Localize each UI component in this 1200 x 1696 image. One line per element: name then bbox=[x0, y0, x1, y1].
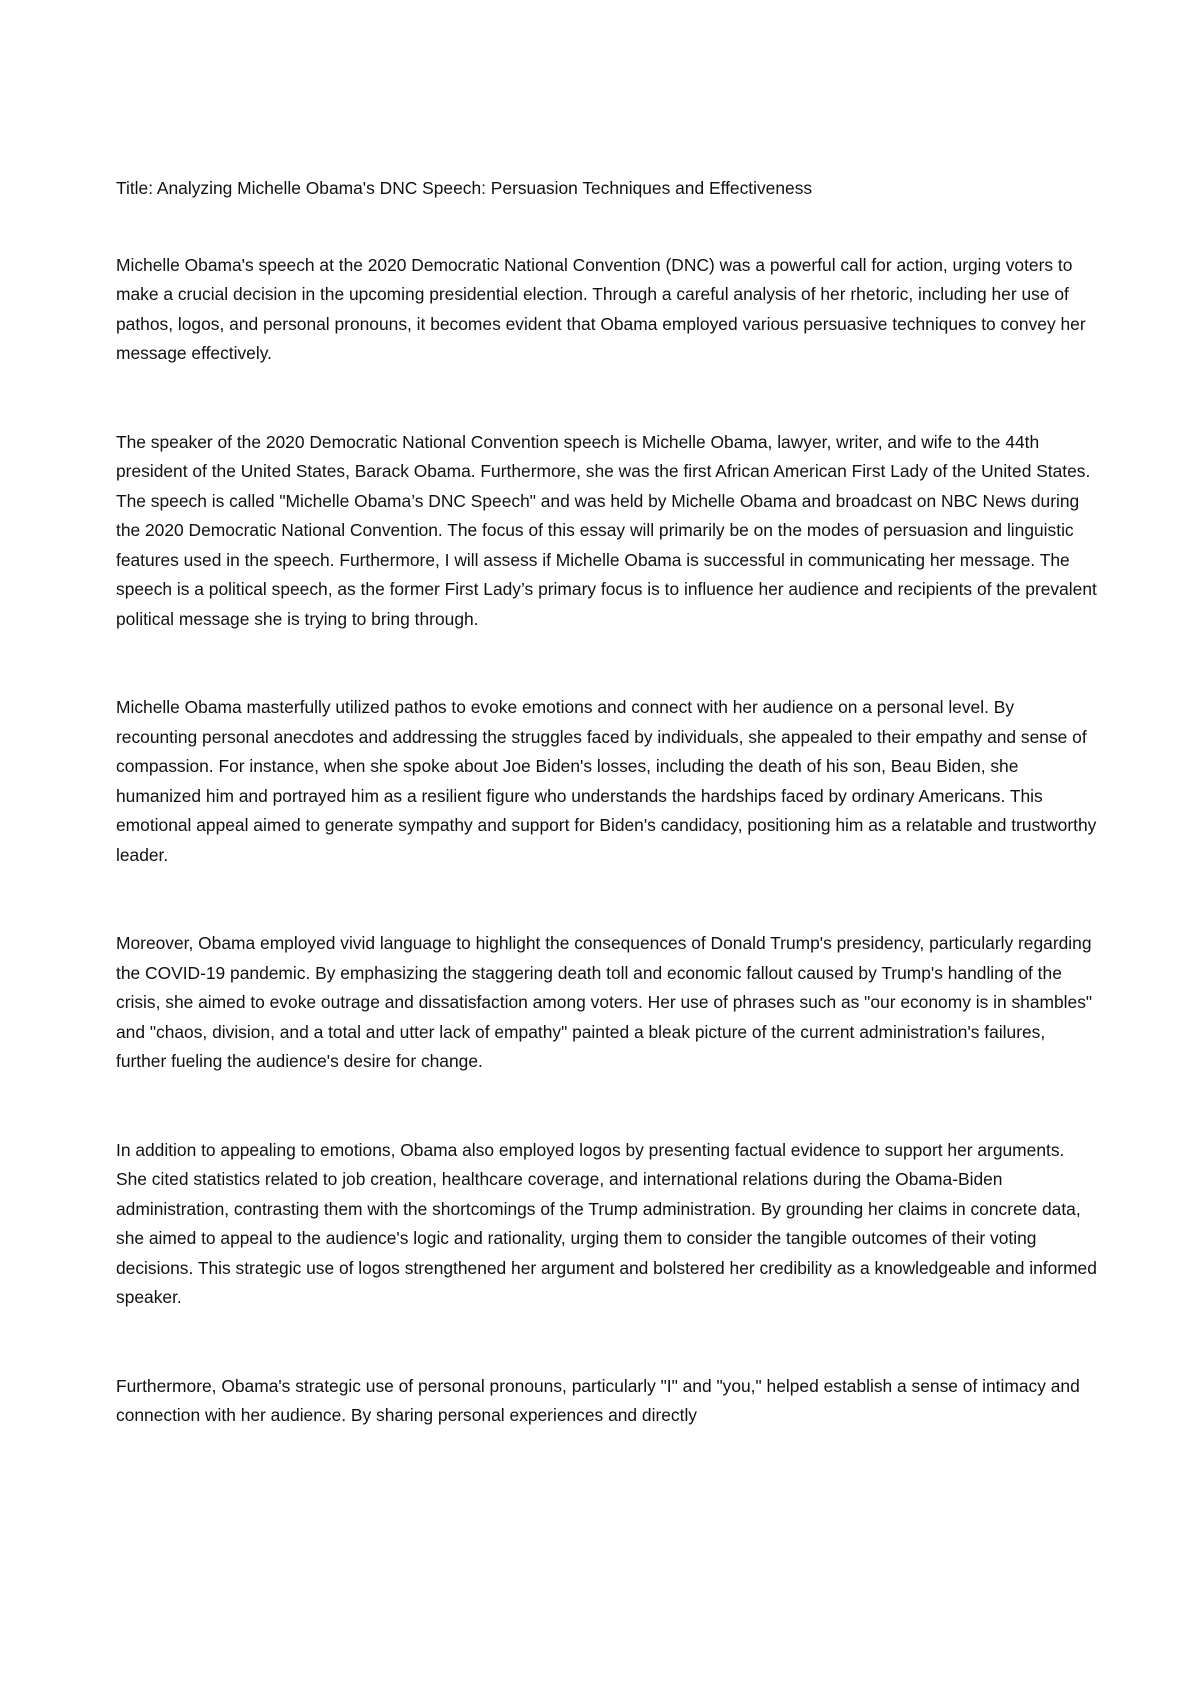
document-body bbox=[116, 174, 1100, 1431]
paragraph-logos: In addition to appealing to emotions, Obama also employed logos by presenting factual evidence to support her arguments. She cited statistics related to job creation, healthcare coverage, and international relations during the Obama-Biden administration, contrasting them with the shortcomings of the Trump administration. By grounding her claims in concrete data, she aimed to appeal to the audience's logic and rationality, urging them to consider the tangible outcomes of their voting decisions. This strategic use of logos strengthened her argument and bolstered her credibility as a knowledgeable and informed speaker. bbox=[116, 1139, 1097, 1307]
paragraph-pronouns: Furthermore, Obama's strategic use of personal pronouns, particularly "I" and "you," helped establish a sense of intimacy and connection with her audience. By sharing personal experiences and directly bbox=[116, 1375, 1080, 1425]
paragraph-speaker: The speaker of the 2020 Democratic National Convention speech is Michelle Obama, lawyer, writer, and wife to the 44th president of the United States, Barack Obama. Furthermore, she was the first African American First Lady of the United States. The speech is called "Michelle Obama’s DNC Speech" and was held by Michelle Obama and broadcast on NBC News during the 2020 Democratic National Convention. The focus of this essay will primarily be on the modes of persuasion and linguistic features used in the speech. Furthermore, I will assess if Michelle Obama is successful in communicating her message. The speech is a political speech, as the former First Lady’s primary focus is to influence her audience and recipients of the prevalent political message she is trying to bring through. bbox=[116, 431, 1097, 629]
document-title: Title: Analyzing Michelle Obama's DNC Speech: Persuasion Techniques and Effectiveness bbox=[116, 178, 813, 198]
paragraph-vivid-language: Moreover, Obama employed vivid language to highlight the consequences of Donald Trump's presidency, particularly regarding the COVID-19 pandemic. By emphasizing the staggering death toll and economic fallout caused by Trump's handling of the crisis, she aimed to evoke outrage and dissatisfaction among voters. Her use of phrases such as "our economy is in shambles" and "chaos, division, and a total and utter lack of empathy" painted a bleak picture of the current administration's failures, further fueling the audience's desire for change. bbox=[116, 933, 1093, 1071]
paragraph-introduction: Michelle Obama's speech at the 2020 Democratic National Convention (DNC) was a powerful call for action, urging voters to make a crucial decision in the upcoming presidential election. Through a careful analysis of her rhetoric, including her use of pathos, logos, and personal pronouns, it becomes evident that Obama employed various persuasive techniques to convey her message effectively. bbox=[116, 254, 1086, 363]
paragraph-pathos: Michelle Obama masterfully utilized pathos to evoke emotions and connect with her audience on a personal level. By recounting personal anecdotes and addressing the struggles faced by individuals, she appealed to their empathy and sense of compassion. For instance, when she spoke about Joe Biden's losses, including the death of his son, Beau Biden, she humanized him and portrayed him as a resilient figure who understands the hardships faced by ordinary Americans. This emotional appeal aimed to generate sympathy and support for Biden's candidacy, positioning him as a relatable and trustworthy leader. bbox=[116, 697, 1097, 865]
